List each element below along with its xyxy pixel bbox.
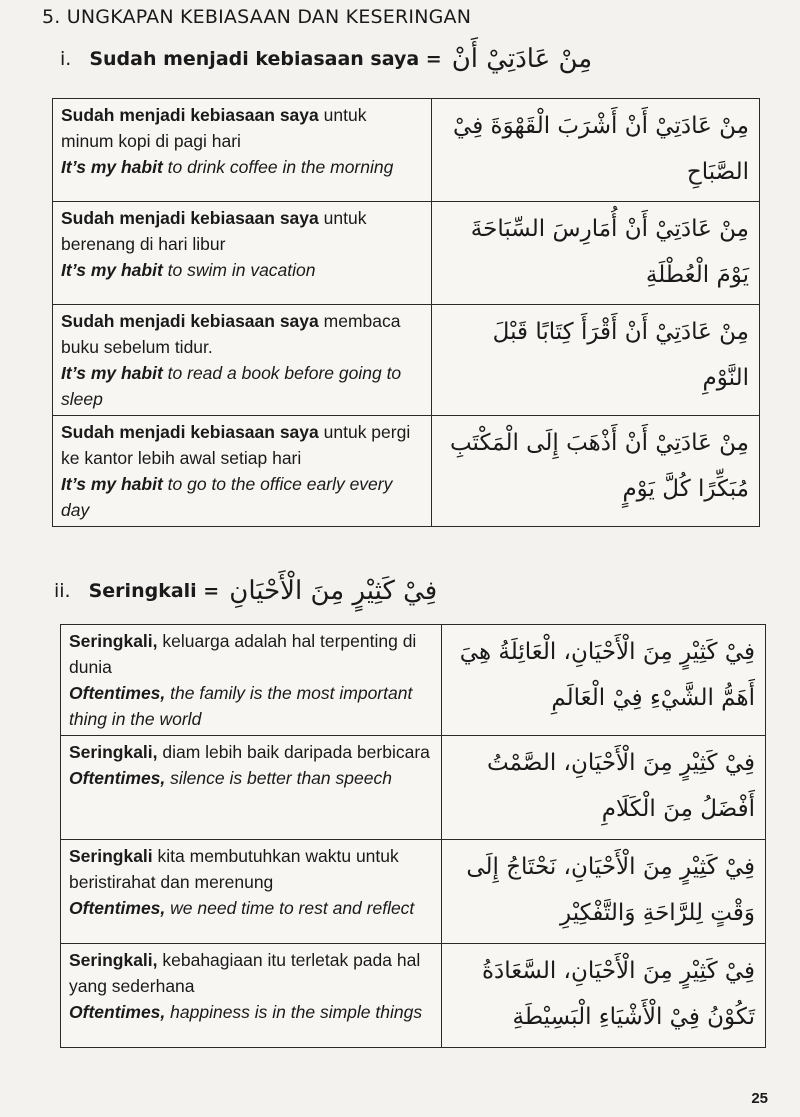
- table-row: [53, 305, 760, 416]
- arabic-cell: فِيْ كَثِيْرٍ مِنَ الْأَحْيَانِ، الصَّمْتُ أَفْضَلُ مِنَ الْكَلَامِ: [442, 736, 766, 840]
- habit-phrases-table: [52, 98, 760, 527]
- english-text: to swim in vacation: [162, 260, 316, 280]
- translation-cell: [61, 625, 442, 736]
- table-row: [53, 416, 760, 527]
- table-row: [53, 99, 760, 202]
- subheading-habit: [60, 44, 592, 74]
- indonesian-bold: Seringkali: [69, 846, 153, 866]
- arabic-cell: مِنْ عَادَتِيْ أَنْ أَقْرَأَ كِتَابًا قَبْلَ النَّوْمِ: [432, 305, 760, 416]
- translation-cell: [61, 944, 442, 1048]
- english-bold: Oftentimes,: [69, 768, 166, 788]
- english-bold: Oftentimes,: [69, 898, 166, 918]
- indonesian-bold: Sudah menjadi kebiasaan saya: [61, 208, 319, 228]
- subheading-label: Sudah menjadi kebiasaan saya =: [89, 48, 442, 70]
- section-title: 5. UNGKAPAN KEBIASAAN DAN KESERINGAN: [42, 6, 472, 28]
- page-number: 25: [751, 1090, 768, 1107]
- subheading-arabic: مِنْ عَادَتِيْ أَنْ: [451, 44, 593, 74]
- english-text: silence is better than speech: [165, 768, 392, 788]
- table-row: [61, 736, 766, 840]
- subheading-number: i.: [60, 48, 72, 70]
- translation-cell: [53, 416, 432, 527]
- arabic-cell: فِيْ كَثِيْرٍ مِنَ الْأَحْيَانِ، السَّعَادَةُ تَكُوْنُ فِيْ الْأَشْيَاءِ الْبَسِيْطَةِ: [442, 944, 766, 1048]
- indonesian-text: diam lebih baik daripada berbicara: [157, 742, 430, 762]
- table-row: [61, 840, 766, 944]
- oftentimes-phrases-table: [60, 624, 766, 1048]
- english-text: the family is the most important thing in the world: [69, 683, 413, 729]
- translation-cell: [53, 305, 432, 416]
- translation-cell: [53, 99, 432, 202]
- table-row: [53, 202, 760, 305]
- english-bold: It’s my habit: [61, 363, 163, 383]
- indonesian-bold: Sudah menjadi kebiasaan saya: [61, 311, 319, 331]
- english-bold: Oftentimes,: [69, 1002, 166, 1022]
- translation-cell: [61, 840, 442, 944]
- english-bold: Oftentimes,: [69, 683, 166, 703]
- arabic-cell: فِيْ كَثِيْرٍ مِنَ الْأَحْيَانِ، نَحْتَاجُ إِلَى وَقْتٍ لِلرَّاحَةِ وَالتَّفْكِيْرِ: [442, 840, 766, 944]
- indonesian-text: kita membutuhkan waktu untuk beristirahat dan merenung: [69, 846, 399, 892]
- english-bold: It’s my habit: [61, 260, 163, 280]
- english-bold: It’s my habit: [61, 474, 163, 494]
- indonesian-bold: Seringkali,: [69, 631, 158, 651]
- subheading-oftentimes: [54, 576, 437, 606]
- arabic-cell: فِيْ كَثِيْرٍ مِنَ الْأَحْيَانِ، الْعَائِلَةُ هِيَ أَهَمُّ الشَّيْءِ فِيْ الْعَالَمِ: [442, 625, 766, 736]
- translation-cell: [61, 736, 442, 840]
- subheading-label: Seringkali =: [88, 580, 220, 602]
- english-text: to read a book before going to sleep: [61, 363, 402, 409]
- subheading-arabic: فِيْ كَثِيْرٍ مِنَ الْأَحْيَانِ: [229, 576, 438, 606]
- english-text: we need time to rest and reflect: [165, 898, 415, 918]
- table-row: [61, 944, 766, 1048]
- arabic-cell: مِنْ عَادَتِيْ أَنْ أَشْرَبَ الْقَهْوَةَ فِيْ الصَّبَاحِ: [432, 99, 760, 202]
- indonesian-text: keluarga adalah hal terpenting di dunia: [69, 631, 417, 677]
- english-bold: It’s my habit: [61, 157, 163, 177]
- table-row: [61, 625, 766, 736]
- english-text: to go to the office early every day: [61, 474, 393, 520]
- english-text: happiness is in the simple things: [165, 1002, 423, 1022]
- indonesian-bold: Sudah menjadi kebiasaan saya: [61, 105, 319, 125]
- english-text: to drink coffee in the morning: [162, 157, 394, 177]
- indonesian-text: membaca buku sebelum tidur.: [61, 311, 401, 357]
- indonesian-text: untuk berenang di hari libur: [61, 208, 367, 254]
- indonesian-bold: Seringkali,: [69, 742, 158, 762]
- indonesian-text: kebahagiaan itu terletak pada hal yang sederhana: [69, 950, 421, 996]
- arabic-cell: مِنْ عَادَتِيْ أَنْ أُمَارِسَ السِّبَاحَةَ يَوْمَ الْعُطْلَةِ: [432, 202, 760, 305]
- indonesian-text: untuk pergi ke kantor lebih awal setiap hari: [61, 422, 411, 468]
- subheading-number: ii.: [54, 580, 71, 602]
- translation-cell: [53, 202, 432, 305]
- indonesian-text: untuk minum kopi di pagi hari: [61, 105, 367, 151]
- indonesian-bold: Sudah menjadi kebiasaan saya: [61, 422, 319, 442]
- arabic-cell: مِنْ عَادَتِيْ أَنْ أَذْهَبَ إِلَى الْمَكْتَبِ مُبَكِّرًا كُلَّ يَوْمٍ: [432, 416, 760, 527]
- indonesian-bold: Seringkali,: [69, 950, 158, 970]
